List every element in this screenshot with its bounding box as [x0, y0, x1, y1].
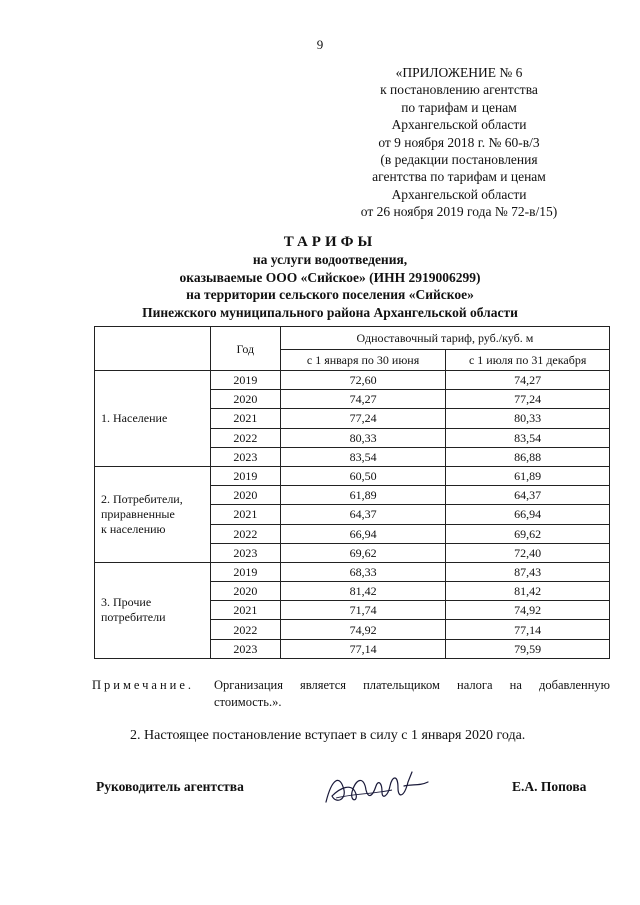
tariff-h1-cell: 64,37 — [280, 505, 446, 524]
tariff-h2-cell: 61,89 — [446, 466, 610, 485]
tariff-h2-cell: 86,88 — [446, 447, 610, 466]
tariff-h1-cell: 74,27 — [280, 390, 446, 409]
header-period-2: с 1 июля по 31 декабря — [446, 350, 610, 371]
appendix-header — [330, 64, 588, 221]
year-cell: 2020 — [210, 582, 280, 601]
tariff-h1-cell: 74,92 — [280, 620, 446, 639]
tariff-h1-cell: 81,42 — [280, 582, 446, 601]
tariff-h2-cell: 66,94 — [446, 505, 610, 524]
tariff-h2-cell: 77,24 — [446, 390, 610, 409]
tariff-table — [94, 326, 610, 659]
tariff-h2-cell: 69,62 — [446, 524, 610, 543]
title-line: Пинежского муниципального района Архангельской области — [142, 304, 518, 320]
tariff-h2-cell: 77,14 — [446, 620, 610, 639]
year-cell: 2022 — [210, 428, 280, 447]
group-name-cell — [95, 466, 211, 562]
title-line: оказываемые ООО «Сийское» (ИНН 2919006299) — [179, 269, 481, 285]
year-cell: 2019 — [210, 562, 280, 581]
year-cell: 2023 — [210, 639, 280, 658]
title-line: на услуги водоотведения, — [252, 252, 408, 268]
group-name: 1. Население — [101, 410, 168, 425]
tariff-h2-cell: 74,92 — [446, 601, 610, 620]
table-row — [95, 371, 610, 390]
tariff-h1-cell: 77,24 — [280, 409, 446, 428]
appendix-line: Архангельской области — [391, 186, 527, 202]
year-cell: 2020 — [210, 486, 280, 505]
group-name-cell — [95, 371, 211, 467]
tariff-h1-cell: 61,89 — [280, 486, 446, 505]
header-year: Год — [210, 327, 280, 371]
tariff-h2-cell: 80,33 — [446, 409, 610, 428]
year-cell: 2021 — [210, 601, 280, 620]
note-text-continued: стоимость.». — [214, 695, 282, 709]
closing-paragraph: 2. Настоящее постановление вступает в силу с 1 января 2020 года. — [130, 728, 526, 743]
header-empty-cell — [95, 327, 211, 371]
tariff-h2-cell: 64,37 — [446, 486, 610, 505]
tariff-h2-cell: 74,27 — [446, 371, 610, 390]
year-cell: 2022 — [210, 620, 280, 639]
appendix-line: (в редакции постановления — [380, 152, 538, 168]
tariff-h2-cell: 79,59 — [446, 639, 610, 658]
page-number: 9 — [316, 37, 324, 52]
note-label: Примечание. — [92, 678, 195, 692]
header-tariff: Одноставочный тариф, руб./куб. м — [280, 327, 609, 350]
title-line: на территории сельского поселения «Сийское» — [186, 287, 474, 303]
year-cell: 2023 — [210, 543, 280, 562]
tariff-h1-cell: 80,33 — [280, 428, 446, 447]
group-name: 3. Прочие — [101, 595, 152, 610]
year-cell: 2023 — [210, 447, 280, 466]
appendix-line: «ПРИЛОЖЕНИЕ № 6 — [395, 65, 523, 80]
appendix-line: к постановлению агентства — [380, 82, 538, 98]
tariff-h1-cell: 72,60 — [280, 371, 446, 390]
appendix-line: по тарифам и ценам — [401, 99, 517, 115]
signature-image — [322, 768, 432, 810]
table-row — [95, 466, 610, 485]
tariff-h1-cell: 69,62 — [280, 543, 446, 562]
tariff-h2-cell: 81,42 — [446, 582, 610, 601]
tariff-h1-cell: 71,74 — [280, 601, 446, 620]
year-cell: 2021 — [210, 505, 280, 524]
signer-title: Руководитель агентства — [96, 779, 244, 794]
signer-name: Е.А. Попова — [512, 779, 587, 794]
appendix-line: от 26 ноября 2019 года № 72-в/15) — [360, 204, 558, 220]
year-cell: 2022 — [210, 524, 280, 543]
appendix-line: Архангельской области — [391, 117, 527, 133]
year-cell: 2019 — [210, 466, 280, 485]
tariff-h2-cell: 83,54 — [446, 428, 610, 447]
header-period-1: с 1 января по 30 июня — [280, 350, 446, 371]
tariff-h1-cell: 60,50 — [280, 466, 446, 485]
document-title — [60, 234, 600, 321]
year-cell: 2019 — [210, 371, 280, 390]
title-main: ТАРИФЫ — [283, 234, 377, 250]
tariff-h1-cell: 83,54 — [280, 447, 446, 466]
group-name-cell — [95, 562, 211, 658]
group-name: приравненные — [101, 506, 175, 521]
group-name: потребители — [101, 610, 166, 625]
year-cell: 2021 — [210, 409, 280, 428]
tariff-h1-cell: 66,94 — [280, 524, 446, 543]
tariff-h1-cell: 77,14 — [280, 639, 446, 658]
tariff-h2-cell: 87,43 — [446, 562, 610, 581]
tariff-h1-cell: 68,33 — [280, 562, 446, 581]
note-block — [92, 677, 610, 711]
appendix-line: агентства по тарифам и ценам — [372, 169, 546, 185]
appendix-line: от 9 ноября 2018 г. № 60-в/3 — [378, 134, 540, 150]
table-row — [95, 562, 610, 581]
group-name: к населению — [101, 521, 166, 536]
group-name: 2. Потребители, — [101, 491, 183, 506]
year-cell: 2020 — [210, 390, 280, 409]
tariff-h2-cell: 72,40 — [446, 543, 610, 562]
note-text: Организация является плательщиком налога на добавленную — [214, 678, 610, 692]
